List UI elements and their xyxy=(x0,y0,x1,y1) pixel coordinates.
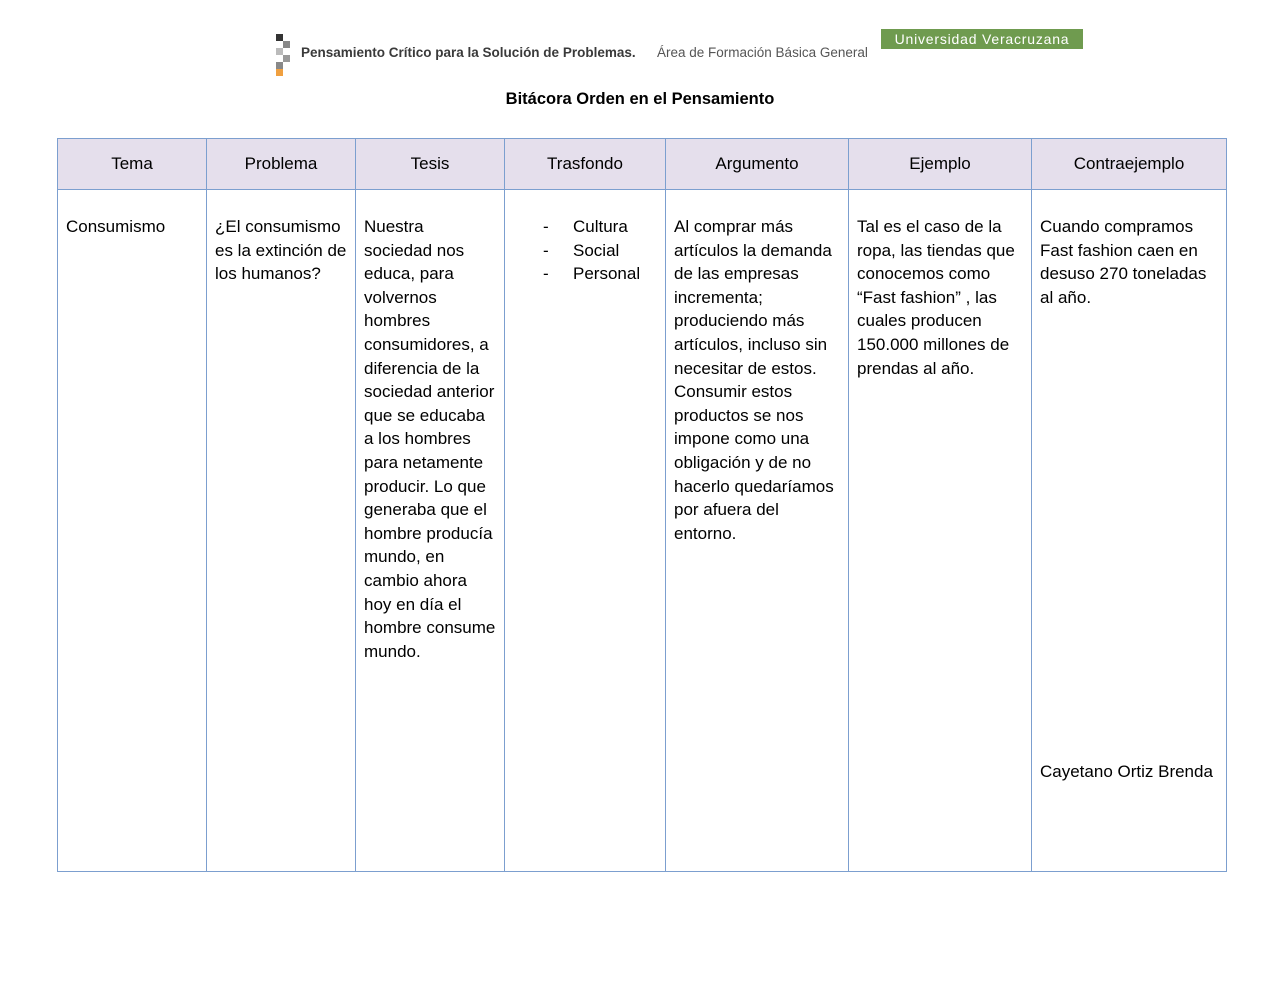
list-bullet: - xyxy=(543,240,549,260)
document-title: Bitácora Orden en el Pensamiento xyxy=(505,90,775,108)
column-header-problema: Problema xyxy=(207,139,356,190)
list-item: - Cultura xyxy=(543,215,657,239)
column-header-contraejemplo: Contraejemplo xyxy=(1032,139,1227,190)
cell-problema: ¿El consumismo es la extinción de los humanos? xyxy=(207,190,356,872)
cell-trasfondo xyxy=(505,190,666,872)
table-header-row xyxy=(58,139,1227,190)
column-header-ejemplo: Ejemplo xyxy=(849,139,1032,190)
page-header xyxy=(0,0,1280,90)
cell-tema: Consumismo xyxy=(58,190,207,872)
list-item: - Social xyxy=(543,239,657,263)
course-title: Pensamiento Crítico para la Solución de Problemas. xyxy=(301,45,636,60)
column-header-tesis: Tesis xyxy=(356,139,505,190)
column-header-tema: Tema xyxy=(58,139,207,190)
column-header-trasfondo: Trasfondo xyxy=(505,139,666,190)
contraejemplo-text: Cuando compramos Fast fashion caen en desuso 270 toneladas al año. xyxy=(1040,217,1207,307)
log-table xyxy=(57,138,1227,872)
cell-argumento: Al comprar más artículos la demanda de las empresas incrementa; produciendo más artículos, incluso sin necesitar de estos. Consumir estos productos se nos impone como una obligación y de no hacerlo quedaríamos por afuera del entorno. xyxy=(666,190,849,872)
cell-tesis: Nuestra sociedad nos educa, para volvernos hombres consumidores, a diferencia de la sociedad anterior que se educaba a los hombres para netamente producir. Lo que generaba que el hombre producía mundo, en cambio ahora hoy en día el hombre consume mundo. xyxy=(356,190,505,872)
logo-icon xyxy=(276,34,294,76)
table-row xyxy=(58,190,1227,872)
author-name: Cayetano Ortiz Brenda xyxy=(1040,762,1213,781)
list-bullet: - xyxy=(543,264,549,284)
list-bullet: - xyxy=(543,217,549,236)
list-item: - Personal xyxy=(543,262,657,286)
trasfondo-list xyxy=(513,215,657,286)
area-label: Área de Formación Básica General xyxy=(657,45,868,60)
cell-ejemplo: Tal es el caso de la ropa, las tiendas que conocemos como “Fast fashion” , las cuales producen 150.000 millones de prendas al año. xyxy=(849,190,1032,872)
university-badge: Universidad Veracruzana xyxy=(881,29,1083,49)
column-header-argumento: Argumento xyxy=(666,139,849,190)
cell-contraejemplo xyxy=(1032,190,1227,872)
